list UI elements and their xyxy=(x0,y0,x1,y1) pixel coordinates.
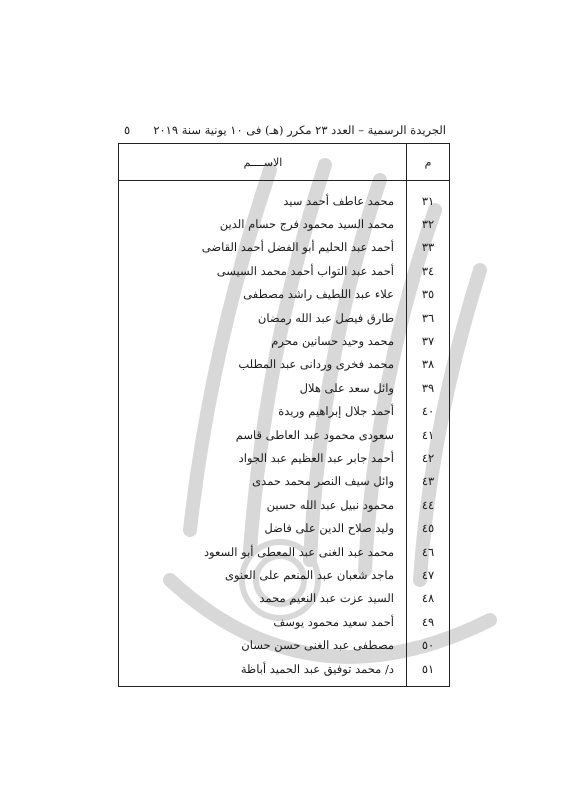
row-name: وائل سعد على هلال xyxy=(299,380,394,395)
row-name: محمد فخرى وردانى عبد المطلب xyxy=(238,357,394,372)
row-name: د/ محمد توفيق عبد الحميد أباظة xyxy=(240,661,394,676)
row-name: علاء عبد اللطيف راشد مصطفى xyxy=(243,287,394,302)
table-body xyxy=(119,181,450,687)
page-header xyxy=(118,121,446,141)
row-number: ٥٠ xyxy=(407,633,450,656)
column-header-name: الاســــم xyxy=(119,144,407,181)
row-name: سعودى محمود عبد العاطى قاسم xyxy=(235,427,394,442)
table-row xyxy=(119,610,450,633)
row-number: ٣٥ xyxy=(407,283,450,306)
row-name: مصطفى عبد الغنى حسن حسان xyxy=(241,638,394,653)
row-number: ٤٩ xyxy=(407,610,450,633)
row-number: ٣٦ xyxy=(407,306,450,329)
column-header-number: م xyxy=(407,144,450,181)
page-number: ٥ xyxy=(124,123,131,137)
row-number: ٣٨ xyxy=(407,353,450,376)
table-row xyxy=(119,563,450,586)
row-number: ٤٨ xyxy=(407,587,450,610)
row-name: طارق فيصل عبد الله رمضان xyxy=(257,310,394,325)
row-name: وائل سيف النصر محمد حمدى xyxy=(252,474,394,489)
row-name: ماجد شعبان عبد المنعم على العنوى xyxy=(225,567,394,582)
row-number: ٤٢ xyxy=(407,446,450,469)
row-name: محمد وحيد حسانين محرم xyxy=(271,334,394,349)
row-number: ٤١ xyxy=(407,423,450,446)
table-row xyxy=(119,493,450,516)
row-number: ٣٩ xyxy=(407,376,450,399)
row-number: ٤٤ xyxy=(407,493,450,516)
row-number: ٤٥ xyxy=(407,516,450,539)
row-number: ٣٤ xyxy=(407,259,450,282)
table-header-row xyxy=(119,144,450,181)
row-name: أحمد عبد الحليم أبو الفضل أحمد القاضى xyxy=(201,240,394,255)
row-number: ٤٦ xyxy=(407,540,450,563)
table-row xyxy=(119,587,450,610)
table-row xyxy=(119,400,450,423)
gazette-header-title: الجريدة الرسمية – العدد ٢٣ مكرر (هـ) فى ١٠ يونية سنة ٢٠١٩ xyxy=(153,123,446,137)
table-row xyxy=(119,633,450,656)
table-row xyxy=(119,306,450,329)
table-row xyxy=(119,181,450,213)
row-number: ٣١ xyxy=(407,181,450,213)
table-row xyxy=(119,329,450,352)
table-row xyxy=(119,423,450,446)
row-number: ٥١ xyxy=(407,657,450,687)
table-row xyxy=(119,516,450,539)
row-name: أحمد سعيد محمود يوسف xyxy=(273,614,394,629)
row-name: محمد السيد محمود فرج حسام الدين xyxy=(219,217,394,232)
table-row xyxy=(119,212,450,235)
row-number: ٣٣ xyxy=(407,236,450,259)
table-row xyxy=(119,259,450,282)
row-number: ٤٣ xyxy=(407,470,450,493)
row-name: أحمد عبد التواب أحمد محمد السيسى xyxy=(216,263,394,278)
table-row xyxy=(119,540,450,563)
row-name: محمود نبيل عبد الله حسين xyxy=(266,497,394,512)
table-row xyxy=(119,376,450,399)
table-row xyxy=(119,353,450,376)
row-name: أحمد جابر عبد العظيم عبد الجواد xyxy=(238,450,394,465)
row-number: ٣٧ xyxy=(407,329,450,352)
names-table xyxy=(118,143,450,687)
row-name: السيد عزت عبد النعيم محمد xyxy=(259,591,394,606)
table-row xyxy=(119,283,450,306)
row-number: ٣٢ xyxy=(407,212,450,235)
row-number: ٤٠ xyxy=(407,400,450,423)
row-name: محمد عاطف أحمد سيد xyxy=(283,193,394,208)
table-row xyxy=(119,470,450,493)
row-number: ٤٧ xyxy=(407,563,450,586)
table-row xyxy=(119,446,450,469)
row-name: وليد صلاح الدين على فاضل xyxy=(264,521,394,536)
row-name: أحمد جلال إبراهيم وريدة xyxy=(278,404,394,419)
row-name: محمد عبد الغنى عبد المعطى أبو السعود xyxy=(203,544,394,559)
table-row xyxy=(119,657,450,687)
table-row xyxy=(119,236,450,259)
